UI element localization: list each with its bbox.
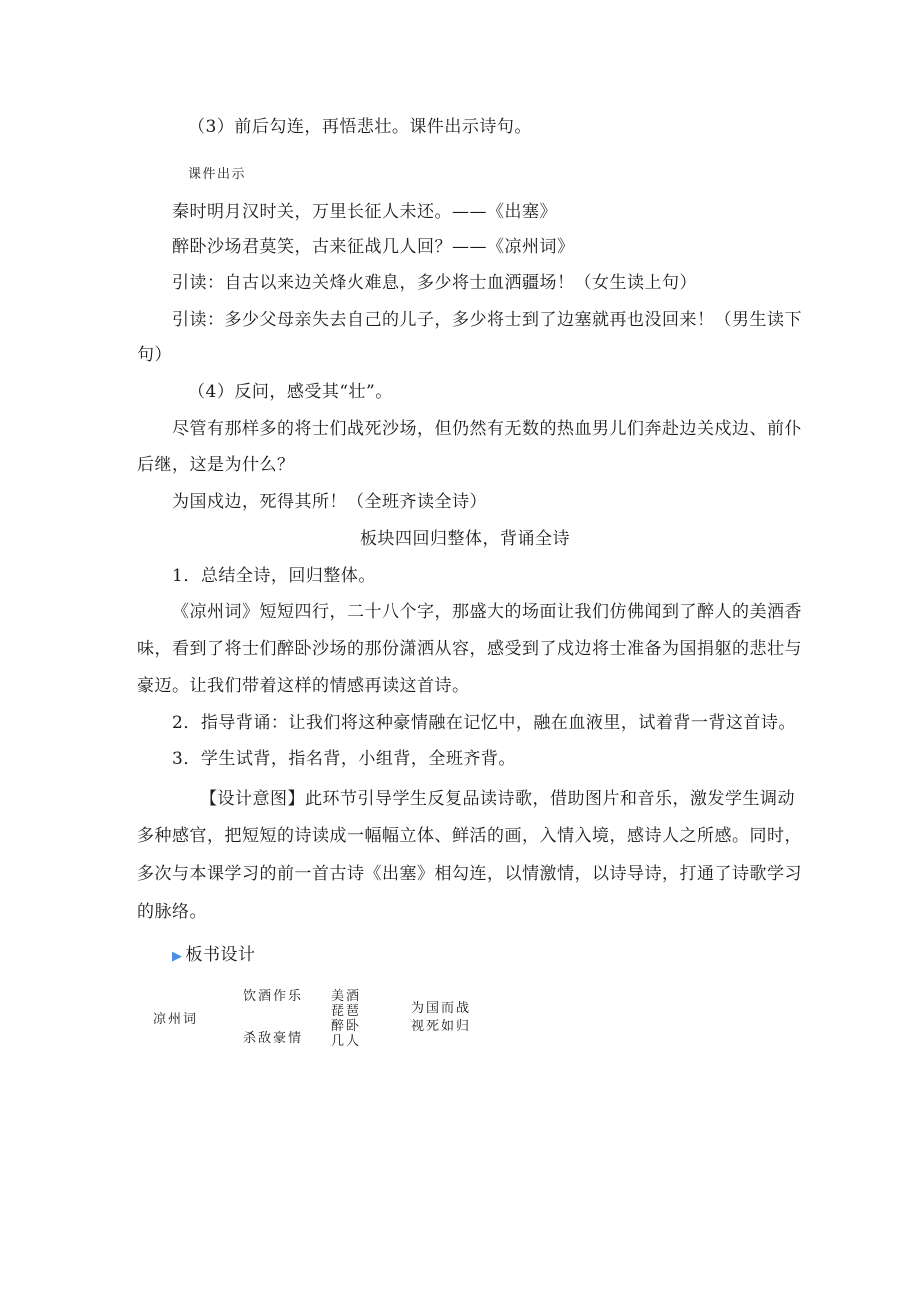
poem-line-liangzhouci: 醉卧沙场君莫笑，古来征战几人回？——《凉州词》 xyxy=(172,237,575,257)
question-line1: 尽管有那样多的将士们战死沙场，但仍然有无数的热血男儿们奔赴边关戍边、前仆 xyxy=(172,419,802,439)
lead-reading-girls: 引读：自古以来边关烽火难息，多少将士血洒疆场！（女生读上句） xyxy=(172,273,697,293)
board-right-top: 为国而战 xyxy=(411,1001,472,1016)
board-right-bottom: 视死如归 xyxy=(411,1019,472,1034)
summary-line2: 味，看到了将士们醉卧沙场的那份潇洒从容，感受到了戍边将士准备为国捐躯的悲壮与 xyxy=(137,639,802,659)
design-intent-line2: 多种感官，把短短的诗读成一幅幅立体、鲜活的画，入情入境，感诗人之所感。同时， xyxy=(137,826,802,846)
list-item-1: 1．总结全诗，回归整体。 xyxy=(172,566,376,586)
paragraph-4-heading: （4）反问，感受其“壮”。 xyxy=(188,382,393,402)
board-mid-2: 琵琶 xyxy=(331,1004,362,1019)
answer-line: 为国戍边，死得其所！（全班齐读全诗） xyxy=(172,492,487,512)
board-mid-3: 醉卧 xyxy=(331,1019,362,1034)
lead-reading-boys-line1: 引读：多少父母亲失去自己的儿子，多少将士到了边塞就再也没回来！（男生读下 xyxy=(172,310,802,330)
play-triangle-icon: ▶ xyxy=(172,949,183,964)
section-title: 板块四回归整体，背诵全诗 xyxy=(360,529,570,549)
list-item-2: 2．指导背诵：让我们将这种豪情融在记忆中，融在血液里，试着背一背这首诗。 xyxy=(172,713,796,733)
board-mid-4: 几人 xyxy=(331,1034,362,1049)
design-intent-line4: 的脉络。 xyxy=(137,902,207,922)
paragraph-3-heading: （3）前后勾连，再悟悲壮。课件出示诗句。 xyxy=(188,117,532,137)
summary-line1: 《凉州词》短短四行，二十八个字，那盛大的场面让我们仿佛闻到了醉人的美酒香 xyxy=(172,602,802,622)
board-design-heading xyxy=(172,945,256,967)
lead-reading-boys-line2: 句） xyxy=(137,345,172,365)
board-design-label: 板书设计 xyxy=(185,945,256,965)
design-intent-line3: 多次与本课学习的前一首古诗《出塞》相勾连，以情激情，以诗导诗，打通了诗歌学习 xyxy=(137,864,802,884)
board-mid-1: 美酒 xyxy=(331,989,362,1004)
poem-line-chusai: 秦时明月汉时关，万里长征人未还。——《出塞》 xyxy=(172,202,557,222)
question-line2: 后继，这是为什么？ xyxy=(137,455,295,475)
design-intent-line1: 【设计意图】此环节引导学生反复品读诗歌，借助图片和音乐，激发学生调动 xyxy=(200,789,795,809)
board-left-top: 饮酒作乐 xyxy=(243,989,304,1004)
board-title: 凉州词 xyxy=(153,1012,199,1027)
board-left-bottom: 杀敌豪情 xyxy=(243,1031,304,1046)
courseware-label: 课件出示 xyxy=(188,167,247,182)
list-item-3: 3．学生试背，指名背，小组背，全班齐背。 xyxy=(172,749,516,769)
summary-line3: 豪迈。让我们带着这样的情感再读这首诗。 xyxy=(137,676,470,696)
